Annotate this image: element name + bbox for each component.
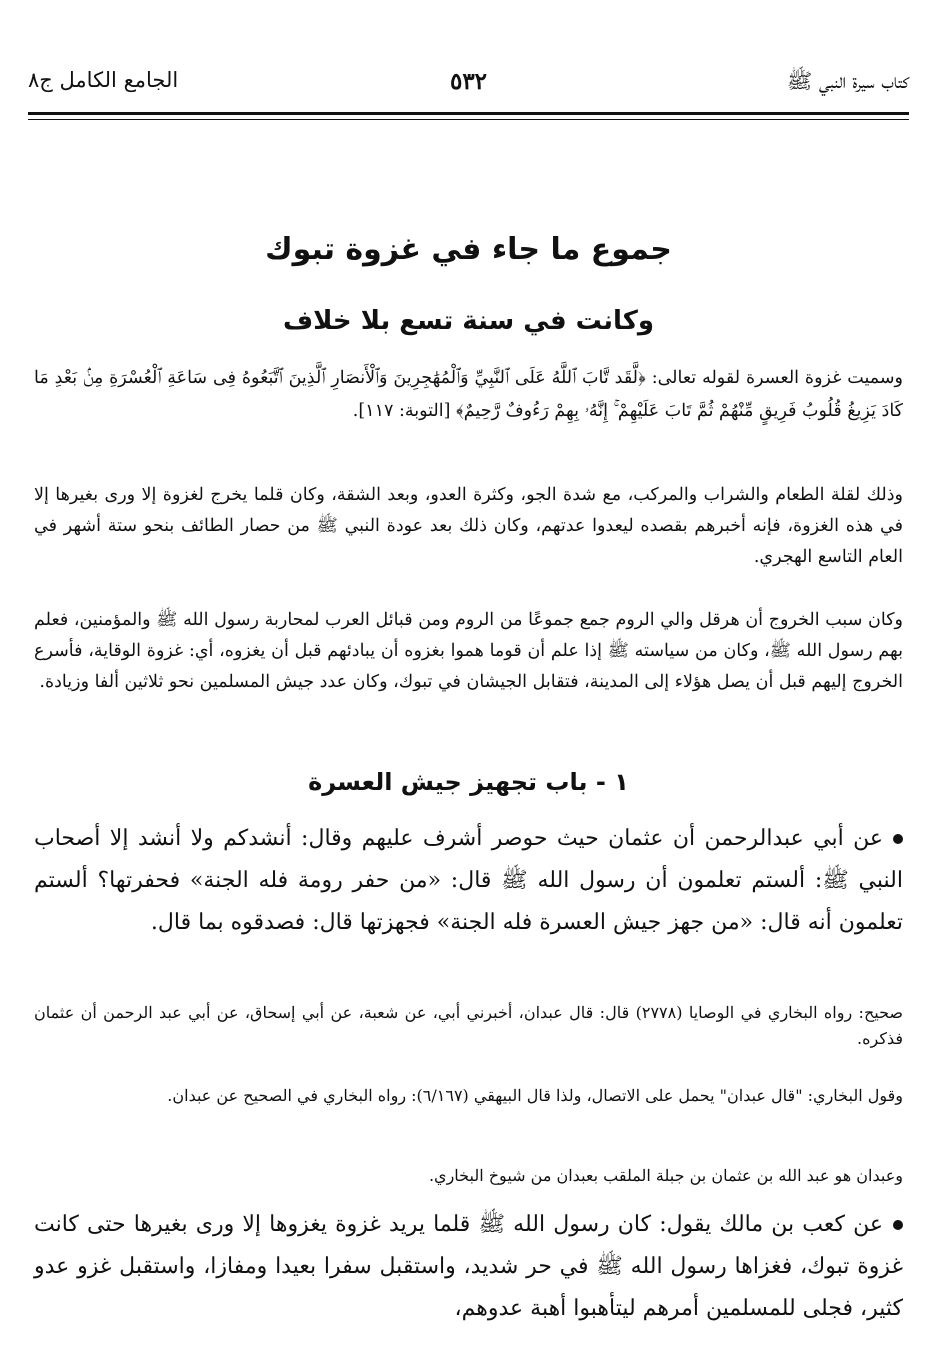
takhrij-text: صحيح: رواه البخاري في الوصايا (٢٧٧٨) قال: قال عبدان، أخبرني أبي، عن شعبة، عن أبي إسحاق، عن أبي عبد الرحمن أن عثمان فذكره. <box>34 1003 904 1048</box>
quran-paragraph <box>34 362 903 428</box>
note-text-2: وعبدان هو عبد الله بن عثمان بن جبلة الملقب بعبدان من شيوخ البخاري. <box>428 1166 903 1185</box>
chapter-subtitle: وكانت في سنة تسع بلا خلاف <box>282 306 655 336</box>
bullet-icon <box>893 834 903 844</box>
running-header <box>28 62 909 106</box>
note-text: وقول البخاري: "قال عبدان" يحمل على الاتصال، ولذا قال البيهقي (٦/١٦٧): رواه البخاري في الصحيح عن عبدان. <box>167 1086 903 1105</box>
header-rule-thin <box>28 119 909 120</box>
book-title: كتاب سيرة النبي ﷺ <box>786 69 909 93</box>
intro-text: وسميت غزوة العسرة لقوله تعالى: <box>651 368 903 388</box>
hadith-text <box>34 818 903 944</box>
chapter-title: جموع ما جاء في غزوة تبوك <box>265 232 672 267</box>
collection-title: الجامع الكامل ج٨ <box>28 68 179 92</box>
header-rule-thick <box>28 112 909 115</box>
quran-verse: ﴿لَّقَد تَّابَ ٱللَّهُ عَلَى ٱلنَّبِيِّ وَٱلْمُهَٰجِرِينَ وَٱلْأَنصَارِ ٱلَّذِينَ ٱتَّبَعُوهُ فِى سَاعَةِ ٱلْعُسْرَةِ مِنۢ بَعْدِ مَا كَادَ يَزِيغُ قُلُوبُ فَرِيقٍ مِّنْهُمْ ثُمَّ تَابَ عَلَيْهِمْ ۚ إِنَّهُۥ بِهِمْ رَءُوفٌ رَّحِيمٌ﴾ <box>34 368 903 421</box>
hadith-body-2: عن كعب بن مالك يقول: كان رسول الله ﷺ قلما يريد غزوة يغزوها إلا ورى بغيرها حتى كانت غزوة تبوك، فغزاها رسول الله ﷺ في حر شديد، واستقبل سفرا بعيدا ومفازا، واستقبل غزو عدو كثير، فجلى للمسلمين أمرهم ليتأهبوا أهبة عدوهم، <box>34 1212 903 1321</box>
paragraph-cause: وكان سبب الخروج أن هرقل والي الروم جمع جموعًا من الروم ومن قبائل العرب لمحاربة رسول الله ﷺ والمؤمنين، فعلم بهم رسول الله ﷺ، وكان من سياسته ﷺ إذا علم أن قوما هموا بغزوه أن يبادئهم قبل أن يغزوه، أي: غزوة الوقاية، فأسرع الخروج إليهم قبل أن يصل هؤلاء إلى المدينة، فتقابل الجيشان في تبوك، وكان عدد جيش المسلمين نحو ثلاثين ألفا وزيادة. <box>34 610 903 692</box>
hadith-text-2 <box>34 1204 903 1330</box>
paragraph-reason: وذلك لقلة الطعام والشراب والمركب، مع شدة الجو، وكثرة العدو، وبعد الشقة، وكان قلما يخرج لغزوة إلا ورى بغيرها إلا في هذه الغزوة، فإنه أخبرهم بقصده ليعدوا عدتهم، وكان ذلك بعد عودة النبي ﷺ من حصار الطائف بنحو ستة أشهر في العام التاسع الهجري. <box>34 485 903 567</box>
section-title: ١ - باب تجهيز جيش العسرة <box>308 768 629 796</box>
bullet-icon <box>893 1220 903 1230</box>
page-number: ٥٣٢ <box>449 68 488 95</box>
quran-reference: [التوبة: ١١٧]. <box>352 401 451 421</box>
hadith-body: عن أبي عبدالرحمن أن عثمان حيث حوصر أشرف عليهم وقال: أنشدكم ولا أنشد إلا أصحاب النبي ﷺ: ألستم تعلمون أن رسول الله ﷺ قال: «من حفر رومة فله الجنة» فحفرتها؟ ألستم تعلمون أنه قال: «من جهز جيش العسرة فله الجنة» فجهزتها قال: فصدقوه بما قال. <box>34 826 903 935</box>
